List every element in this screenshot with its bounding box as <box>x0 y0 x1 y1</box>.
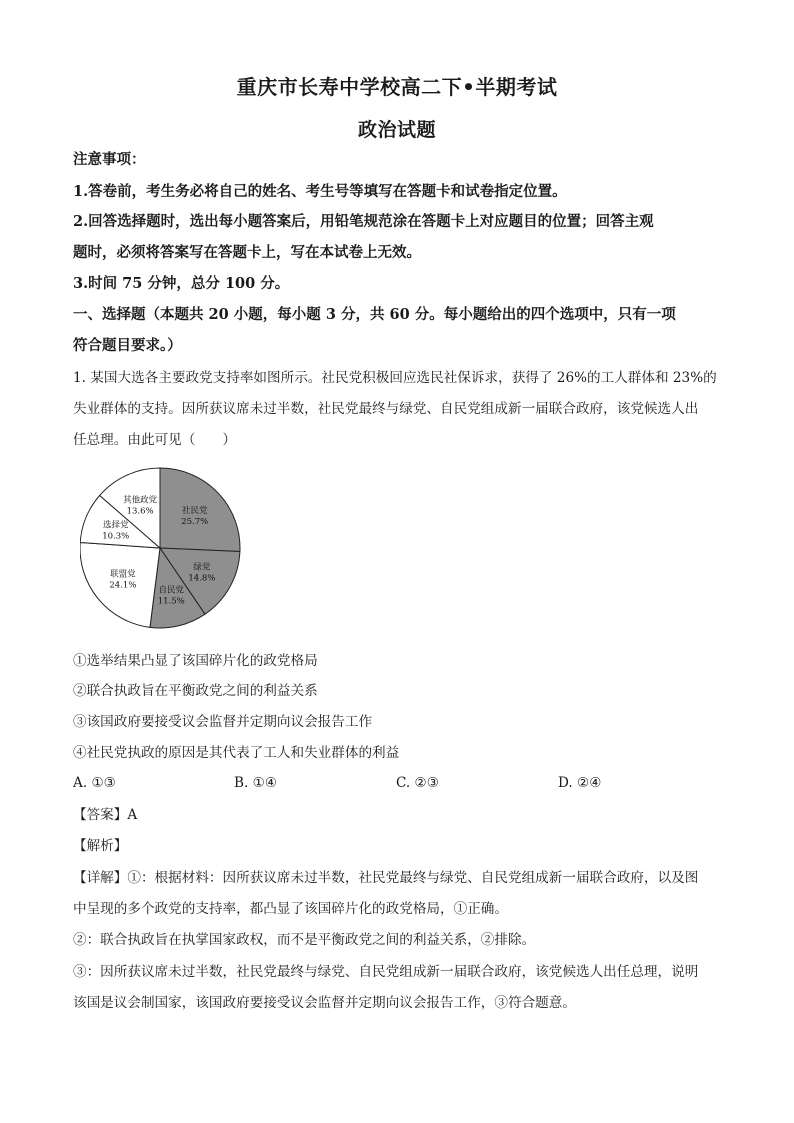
notice-item: 题时，必须将答案写在答题卡上，写在本试卷上无效。 <box>73 244 421 261</box>
answer-value: A <box>127 807 138 823</box>
statement: ②联合执政旨在平衡政党之间的利益关系 <box>73 683 318 699</box>
explanation-line: ②：联合执政旨在执掌国家政权，而不是平衡政党之间的利益关系，②排除。 <box>73 932 536 948</box>
pie-slice-label: 社民党 <box>181 505 208 516</box>
pie-slice-value: 13.6% <box>126 506 154 517</box>
option-b[interactable]: B. ①④ <box>234 775 278 791</box>
pie-slice-label: 绿党 <box>193 562 211 573</box>
notice-item: 1.答卷前，考生务必将自己的姓名、考生号等填写在答题卡和试卷指定位置。 <box>73 183 567 200</box>
pie-slice-value: 24.1% <box>109 580 137 591</box>
answer-line <box>73 806 723 824</box>
explanation-line: 【详解】①：根据材料：因所获议席未过半数，社民党最终与绿党、自民党组成新一届联合政府，以及图 <box>73 870 699 886</box>
explanation-line: ③：因所获议席未过半数，社民党最终与绿党、自民党组成新一届联合政府，该党候选人出任总理，说明 <box>73 964 699 980</box>
notice-item: 3.时间 75 分钟，总分 100 分。 <box>73 275 290 292</box>
section-heading-cont: 符合题目要求。） <box>73 337 182 354</box>
section-heading: 一、选择题（本题共 20 小题，每小题 3 分，共 60 分。每小题给出的四个选项中，只有一项 <box>73 306 676 323</box>
question-stem: 失业群体的支持。因所获议席未过半数，社民党最终与绿党、自民党组成新一届联合政府，该党候选人出 <box>73 401 699 417</box>
party-support-pie-chart <box>80 462 260 637</box>
statement: ③该国政府要接受议会监督并定期向议会报告工作 <box>73 714 373 730</box>
pie-slice-value: 25.7% <box>181 516 209 527</box>
pie-slice-label: 选择党 <box>102 520 129 531</box>
pie-slice-value: 11.5% <box>157 596 185 607</box>
pie-slice-label: 其他政党 <box>123 495 158 506</box>
pie-slice-label: 联盟党 <box>110 569 136 580</box>
page-subtitle: 政治试题 <box>357 119 436 141</box>
explanation-line: 中呈现的多个政党的支持率，都凸显了该国碎片化的政党格局，①正确。 <box>73 901 508 917</box>
pie-slice-label: 自民党 <box>158 585 184 596</box>
option-c[interactable]: C. ②③ <box>396 775 439 791</box>
notice-heading: 注意事项： <box>73 151 146 168</box>
answer-label: 【答案】 <box>73 807 128 823</box>
pie-slice-value: 14.8% <box>188 573 216 584</box>
explanation-line: 该国是议会制国家，该国政府要接受议会监督并定期向议会报告工作，③符合题意。 <box>73 995 576 1011</box>
question-stem: 1. 某国大选各主要政党支持率如图所示。社民党积极回应选民社保诉求，获得了 26%的工人群体和 23%的 <box>73 370 717 386</box>
answer-options <box>73 775 723 793</box>
page-title: 重庆市长寿中学校高二下•半期考试 <box>236 75 558 99</box>
statement: ①选举结果凸显了该国碎片化的政党格局 <box>73 653 318 669</box>
pie-slice-value: 10.3% <box>102 531 130 542</box>
statement: ④社民党执政的原因是其代表了工人和失业群体的利益 <box>73 745 400 761</box>
option-d[interactable]: D. ②④ <box>558 775 602 791</box>
question-stem: 任总理。由此可见（ ） <box>73 432 237 448</box>
option-a[interactable]: A. ①③ <box>73 775 116 791</box>
analysis-label: 【解析】 <box>73 838 128 854</box>
notice-item: 2.回答选择题时，选出每小题答案后，用铅笔规范涂在答题卡上对应题目的位置；回答主观 <box>73 213 654 230</box>
